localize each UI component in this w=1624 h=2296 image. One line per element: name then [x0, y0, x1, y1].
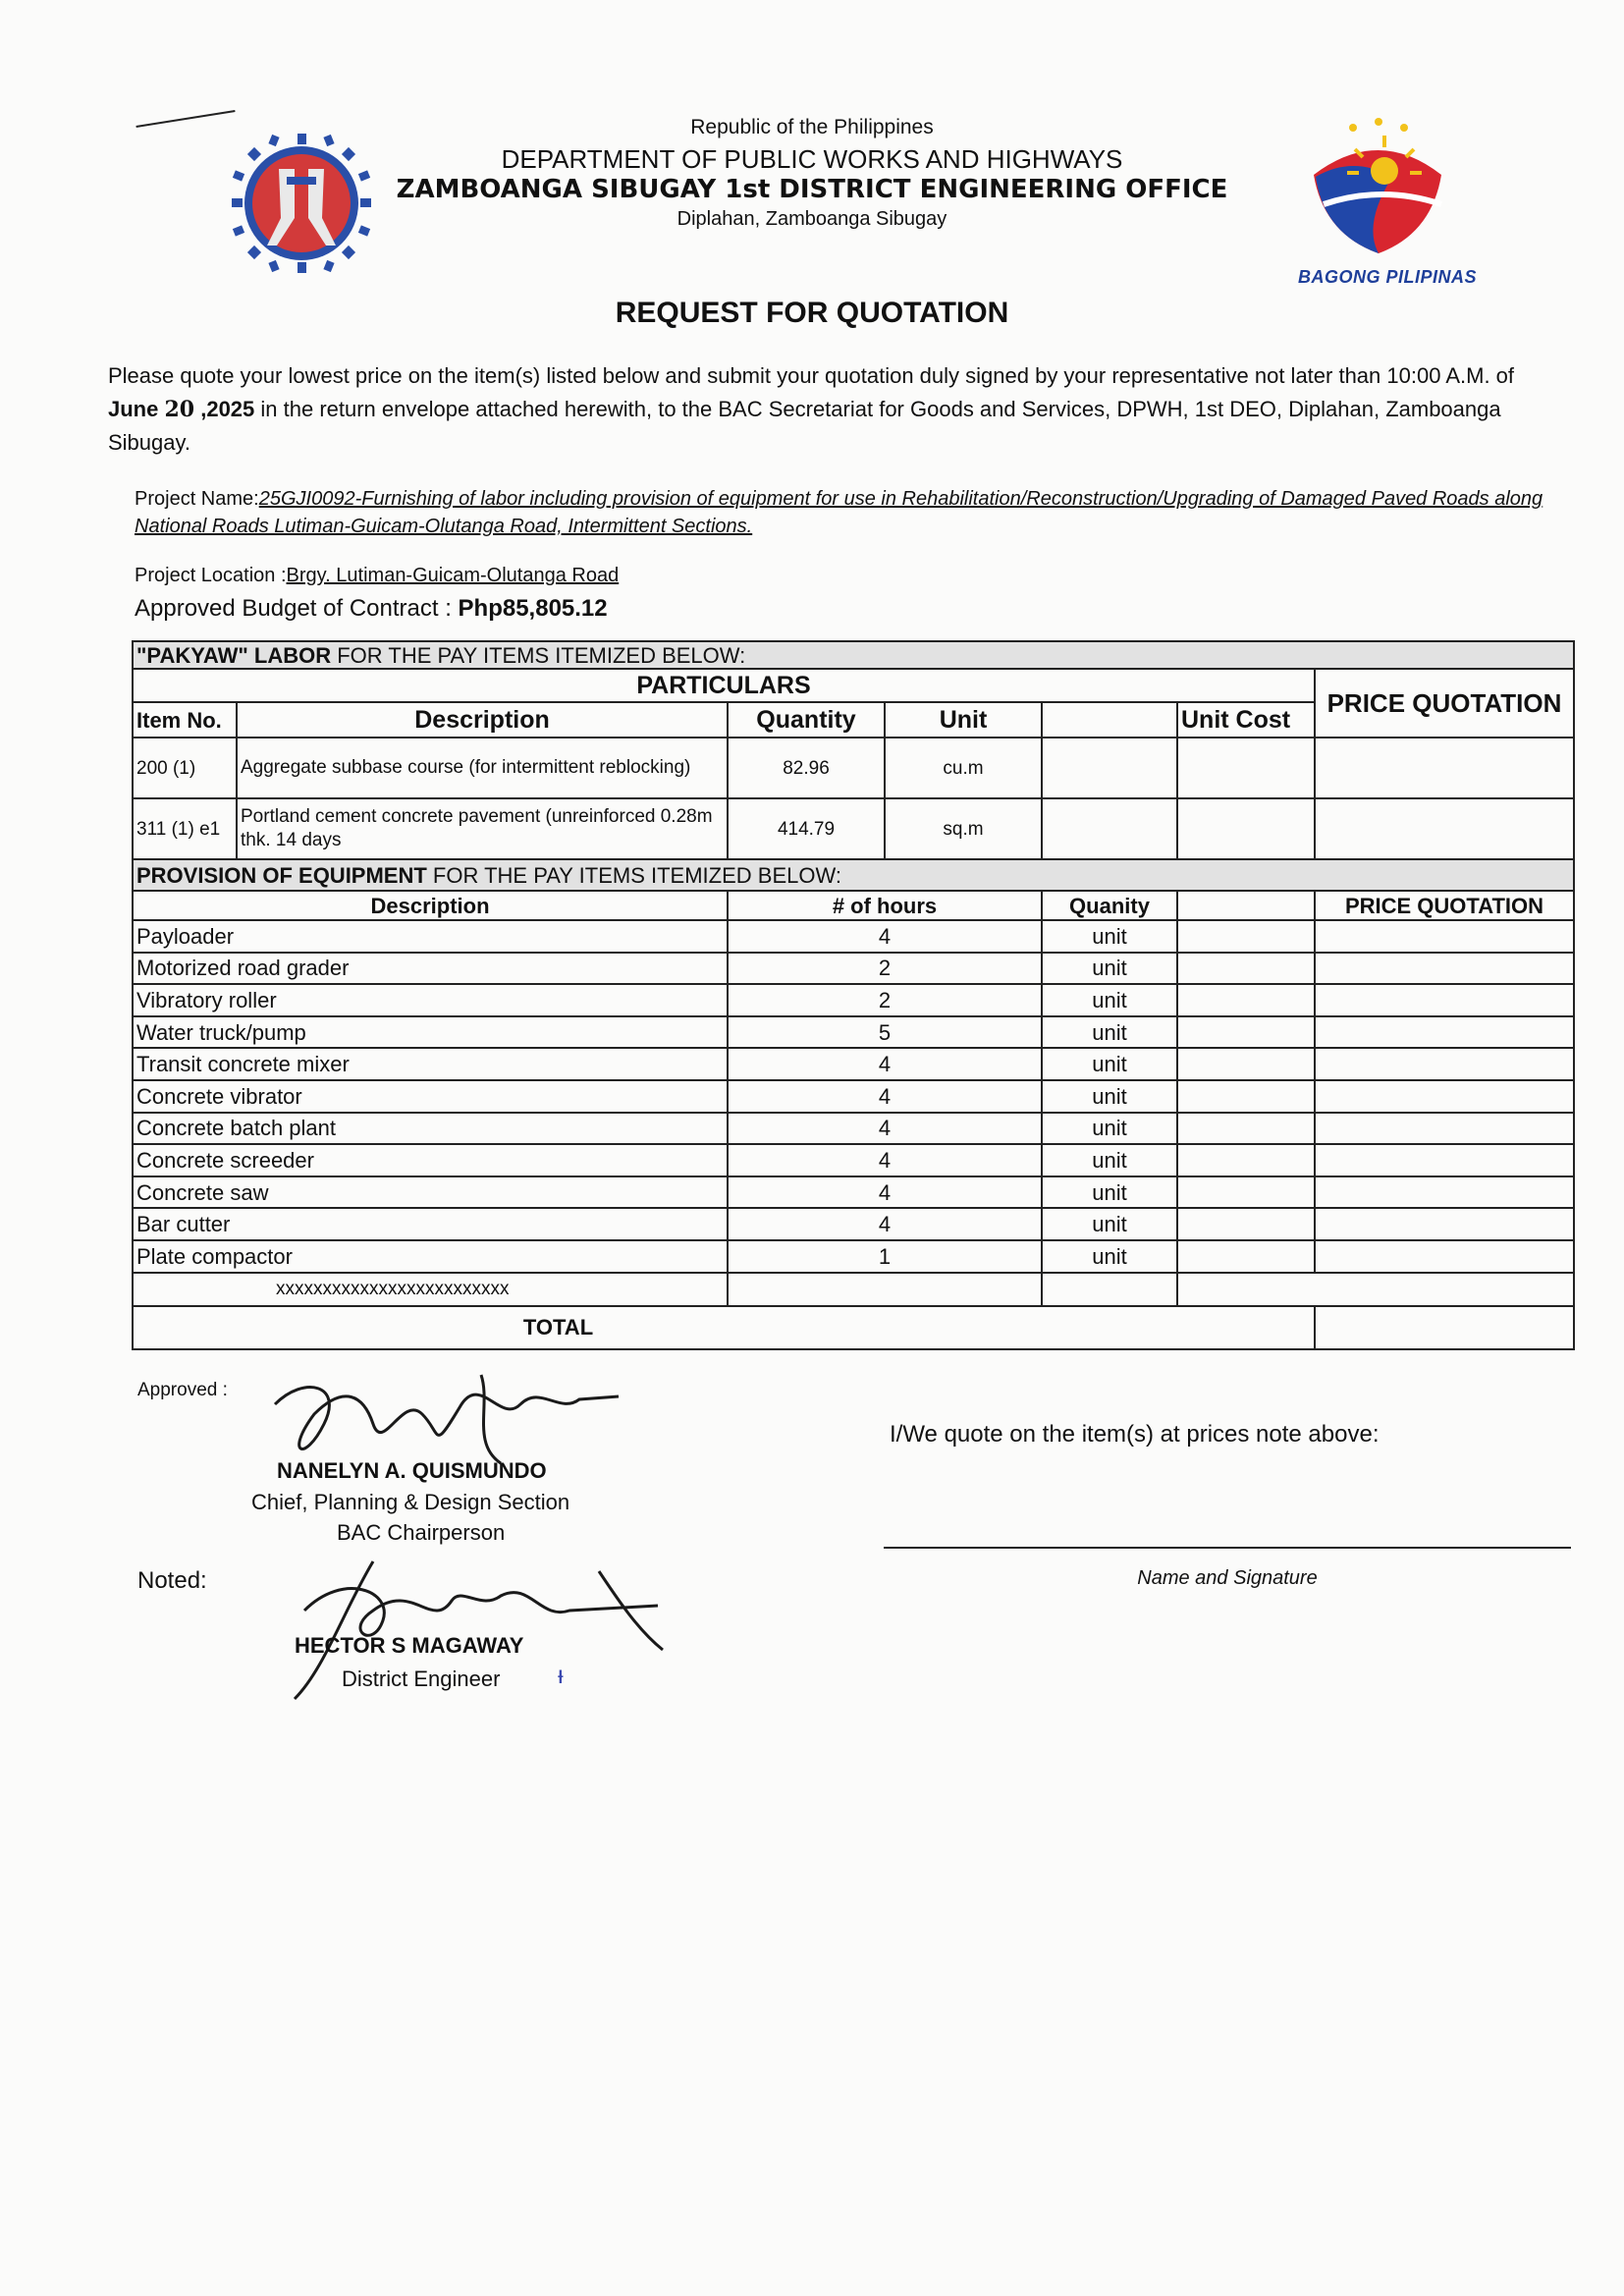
- equipment-price-cell[interactable]: [1315, 1048, 1574, 1080]
- col-equipment-price: PRICE QUOTATION: [1315, 891, 1574, 920]
- equipment-hours-cell: 4: [728, 1113, 1042, 1145]
- price-quotation-cell[interactable]: [1315, 798, 1574, 859]
- quotation-table: [132, 640, 1575, 1350]
- equipment-blank-cell[interactable]: [1177, 1208, 1315, 1240]
- noter-title: District Engineer: [342, 1667, 501, 1691]
- item-quantity-cell: 414.79: [728, 798, 885, 859]
- equipment-blank-cell[interactable]: [1177, 984, 1315, 1016]
- equipment-row: [133, 1048, 1574, 1080]
- equipment-hours-cell: 4: [728, 1208, 1042, 1240]
- approved-budget: Approved Budget of Contract : Php85,805.12: [135, 595, 608, 622]
- equipment-row: [133, 1113, 1574, 1145]
- equipment-blank-cell[interactable]: [1177, 1080, 1315, 1113]
- equipment-row: [133, 1080, 1574, 1113]
- quote-statement: I/We quote on the item(s) at prices note above:: [890, 1421, 1380, 1448]
- equipment-hours-cell: 4: [728, 1080, 1042, 1113]
- equipment-description-cell: Water truck/pump: [133, 1016, 728, 1049]
- equipment-price-cell[interactable]: [1315, 1208, 1574, 1240]
- approver-role: BAC Chairperson: [337, 1520, 506, 1545]
- col-item-no: Item No.: [133, 702, 237, 738]
- initial-mark: ᵼ: [558, 1660, 564, 1689]
- equipment-unit-cell: unit: [1042, 920, 1177, 953]
- equipment-blank-cell[interactable]: [1177, 920, 1315, 953]
- total-label: TOTAL: [133, 1306, 1315, 1349]
- equipment-row: [133, 1016, 1574, 1049]
- blank-cell[interactable]: [1042, 798, 1177, 859]
- particulars-row: [133, 669, 1574, 702]
- equipment-blank-cell[interactable]: [1177, 1048, 1315, 1080]
- equipment-unit-cell: unit: [1042, 1176, 1177, 1209]
- equipment-hours-cell: 2: [728, 953, 1042, 985]
- project-location-value: Brgy. Lutiman-Guicam-Olutanga Road: [286, 565, 620, 586]
- col-hours: # of hours: [728, 891, 1042, 920]
- price-quotation-cell[interactable]: [1315, 738, 1574, 798]
- republic-line: Republic of the Philippines: [690, 116, 934, 138]
- equipment-row: [133, 1176, 1574, 1209]
- equipment-column-headers: [133, 891, 1574, 920]
- equipment-hours-cell: 4: [728, 1144, 1042, 1176]
- total-price-cell[interactable]: [1315, 1306, 1574, 1349]
- equipment-row: [133, 1144, 1574, 1176]
- total-row: [133, 1306, 1574, 1349]
- table-row: [133, 798, 1574, 859]
- office-name: ZAMBOANGA SIBUGAY 1st DISTRICT ENGINEERING OFFICE: [396, 175, 1228, 204]
- col-equipment-quantity: Quanity: [1042, 891, 1177, 920]
- unit-cost-cell[interactable]: [1177, 798, 1315, 859]
- equipment-price-cell[interactable]: [1315, 953, 1574, 985]
- item-unit-cell: sq.m: [885, 798, 1042, 859]
- item-quantity-cell: 82.96: [728, 738, 885, 798]
- bagong-pilipinas-caption: BAGONG PILIPINAS: [1297, 267, 1477, 287]
- col-blank: [1042, 702, 1177, 738]
- equipment-price-cell[interactable]: [1315, 1113, 1574, 1145]
- signature-caption: Name and Signature: [1137, 1567, 1318, 1589]
- filler-cell: xxxxxxxxxxxxxxxxxxxxxxxxx: [133, 1273, 728, 1306]
- equipment-section-header: PROVISION OF EQUIPMENT FOR THE PAY ITEMS ITEMIZED BELOW:: [133, 859, 1574, 891]
- equipment-blank-cell[interactable]: [1177, 1240, 1315, 1273]
- equipment-unit-cell: unit: [1042, 1208, 1177, 1240]
- equipment-row: [133, 953, 1574, 985]
- item-no-cell: 200 (1): [133, 738, 237, 798]
- equipment-unit-cell: unit: [1042, 953, 1177, 985]
- equipment-blank-cell[interactable]: [1177, 1016, 1315, 1049]
- page-title: REQUEST FOR QUOTATION: [615, 297, 1009, 329]
- equipment-hours-cell: 4: [728, 1176, 1042, 1209]
- equipment-price-cell[interactable]: [1315, 1016, 1574, 1049]
- equipment-hours-cell: 2: [728, 984, 1042, 1016]
- unit-cost-cell[interactable]: [1177, 738, 1315, 798]
- col-equipment-description: Description: [133, 891, 728, 920]
- equipment-description-cell: Vibratory roller: [133, 984, 728, 1016]
- equipment-row: [133, 1208, 1574, 1240]
- col-quantity: Quantity: [728, 702, 885, 738]
- equipment-unit-cell: unit: [1042, 1144, 1177, 1176]
- equipment-rows: [133, 920, 1574, 1273]
- equipment-description-cell: Concrete screeder: [133, 1144, 728, 1176]
- equipment-description-cell: Motorized road grader: [133, 953, 728, 985]
- signature-line[interactable]: [884, 1547, 1571, 1549]
- approver-title: Chief, Planning & Design Section: [251, 1490, 570, 1514]
- equipment-price-cell[interactable]: [1315, 1144, 1574, 1176]
- equipment-price-cell[interactable]: [1315, 984, 1574, 1016]
- equipment-blank-cell[interactable]: [1177, 1176, 1315, 1209]
- equipment-description-cell: Concrete saw: [133, 1176, 728, 1209]
- blank-cell[interactable]: [1042, 738, 1177, 798]
- equipment-unit-cell: unit: [1042, 1240, 1177, 1273]
- office-location: Diplahan, Zamboanga Sibugay: [677, 208, 947, 230]
- price-quotation-header: PRICE QUOTATION: [1315, 669, 1574, 738]
- filler-row: [133, 1273, 1574, 1306]
- equipment-price-cell[interactable]: [1315, 1080, 1574, 1113]
- noted-label: Noted:: [137, 1567, 207, 1594]
- equipment-unit-cell: unit: [1042, 1113, 1177, 1145]
- deadline-day-handwritten: 20: [164, 397, 195, 422]
- item-description-cell: Portland cement concrete pavement (unreinforced 0.28m thk. 14 days: [237, 798, 728, 859]
- approved-label: Approved :: [137, 1380, 228, 1400]
- labor-section-header: "PAKYAW" LABOR FOR THE PAY ITEMS ITEMIZED BELOW:: [133, 641, 1574, 669]
- equipment-price-cell[interactable]: [1315, 1176, 1574, 1209]
- equipment-row: [133, 1240, 1574, 1273]
- equipment-description-cell: Concrete batch plant: [133, 1113, 728, 1145]
- equipment-row: [133, 984, 1574, 1016]
- equipment-unit-cell: unit: [1042, 1016, 1177, 1049]
- item-description-cell: Aggregate subbase course (for intermittent reblocking): [237, 738, 728, 798]
- equipment-description-cell: Bar cutter: [133, 1208, 728, 1240]
- equipment-blank-cell[interactable]: [1177, 953, 1315, 985]
- equipment-hours-cell: 4: [728, 920, 1042, 953]
- equipment-description-cell: Concrete vibrator: [133, 1080, 728, 1113]
- particulars-header: PARTICULARS: [133, 669, 1315, 702]
- department-name: DEPARTMENT OF PUBLIC WORKS AND HIGHWAYS: [501, 144, 1123, 174]
- col-unit: Unit: [885, 702, 1042, 738]
- equipment-blank-cell[interactable]: [1177, 1113, 1315, 1145]
- col-unit-cost: Unit Cost: [1177, 702, 1315, 738]
- table-row: [133, 738, 1574, 798]
- equipment-price-cell[interactable]: [1315, 920, 1574, 953]
- deadline-month: June: [108, 397, 159, 421]
- col-description: Description: [237, 702, 728, 738]
- equipment-hours-cell: 4: [728, 1048, 1042, 1080]
- equipment-blank-cell[interactable]: [1177, 1144, 1315, 1176]
- equipment-row: [133, 920, 1574, 953]
- equipment-description-cell: Transit concrete mixer: [133, 1048, 728, 1080]
- bagong-pilipinas-logo: [1294, 116, 1461, 268]
- equipment-unit-cell: unit: [1042, 1048, 1177, 1080]
- equipment-price-cell[interactable]: [1315, 1240, 1574, 1273]
- approved-budget-value: Php85,805.12: [458, 595, 608, 622]
- item-unit-cell: cu.m: [885, 738, 1042, 798]
- project-name-value: 25GJI0092-Furnishing of labor including provision of equipment for use in Rehabilitation/Reconstruction/Upgrading of Damaged Paved Roads along National Roads Lutiman-Guicam-Olutanga Road, Intermittent Sections.: [135, 488, 1543, 537]
- equipment-unit-cell: unit: [1042, 984, 1177, 1016]
- equipment-hours-cell: 5: [728, 1016, 1042, 1049]
- approver-name: NANELYN A. QUISMUNDO: [277, 1458, 547, 1483]
- equipment-description-cell: Plate compactor: [133, 1240, 728, 1273]
- noter-name: HECTOR S MAGAWAY: [295, 1633, 524, 1658]
- deadline-year: ,2025: [194, 397, 255, 421]
- intro-paragraph: Please quote your lowest price on the item(s) listed below and submit your quotation duly signed by your representative not later than 10:00 A.M. of June 20 ,2025 in the return envelope attached herewith, to the BAC Secretariat for Goods and Services, DPWH, 1st DEO, Diplahan, Zamboanga Sibugay.: [108, 363, 1515, 455]
- equipment-unit-cell: unit: [1042, 1080, 1177, 1113]
- equipment-hours-cell: 1: [728, 1240, 1042, 1273]
- item-no-cell: 311 (1) e1: [133, 798, 237, 859]
- project-location: Project Location :Brgy. Lutiman-Guicam-Olutanga Road: [135, 565, 620, 586]
- equipment-description-cell: Payloader: [133, 920, 728, 953]
- project-name: Project Name:25GJI0092-Furnishing of labor including provision of equipment for use in Rehabilitation/Reconstruction/Upgrading of Damaged Paved Roads along National Roads Lutiman-Guicam-Olutanga Road, Intermittent Sections.: [135, 488, 1543, 537]
